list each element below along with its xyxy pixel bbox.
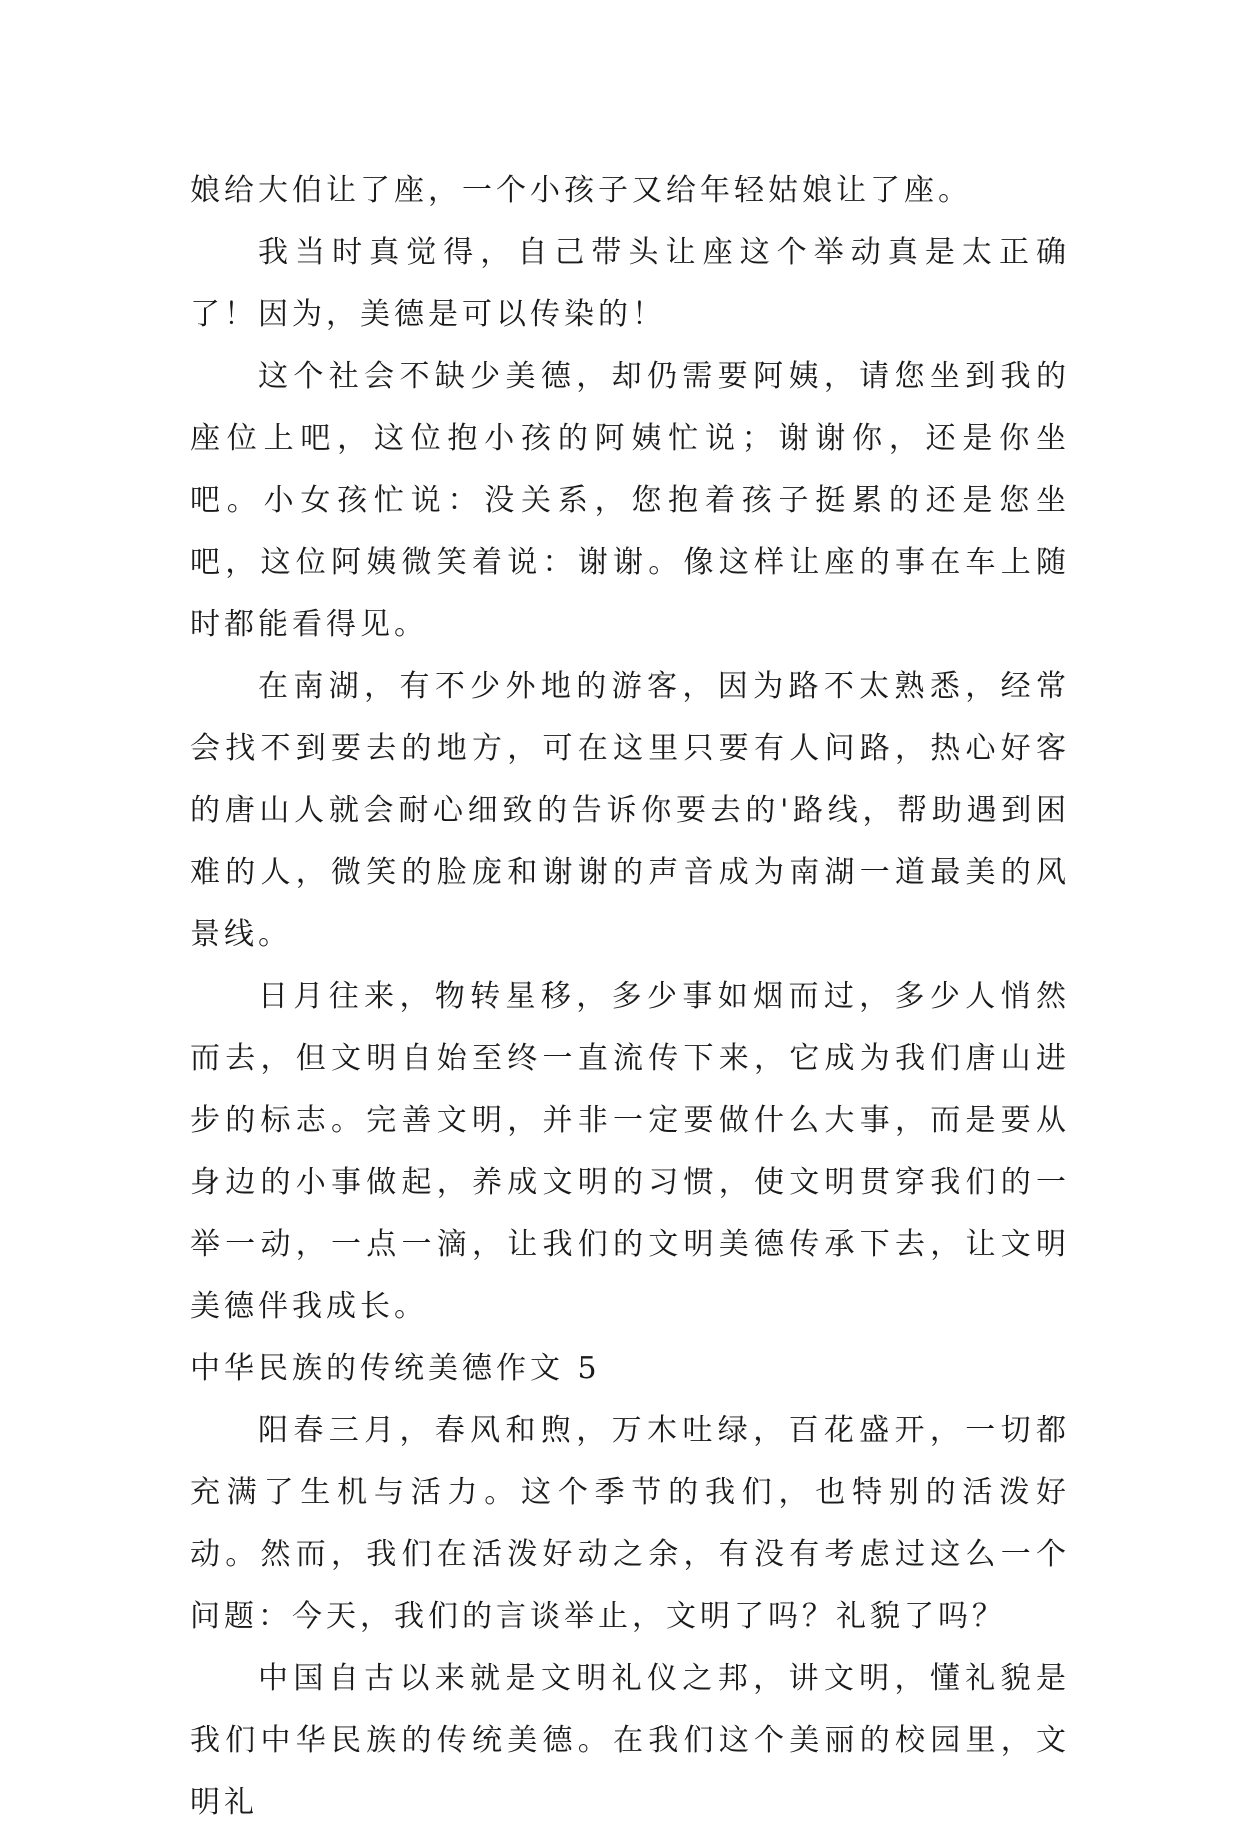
paragraph-1: 娘给大伯让了座，一个小孩子又给年轻姑娘让了座。 [190,173,972,208]
document-body [190,160,1070,1834]
paragraph-2: 我当时真觉得，自己带头让座这个举动真是太正确了！因为，美德是可以传染的！ [190,235,1070,332]
paragraph-3: 这个社会不缺少美德，却仍需要阿姨，请您坐到我的座位上吧，这位抱小孩的阿姨忙说；谢谢你，还是你坐吧。小女孩忙说：没关系，您抱着孩子挺累的还是您坐吧，这位阿姨微笑着说：谢谢。像这样让座的事在车上随时都能看得见。 [190,359,1070,642]
section-paragraph-2: 中国自古以来就是文明礼仪之邦，讲文明，懂礼貌是我们中华民族的传统美德。在我们这个美丽的校园里，文明礼 [190,1661,1070,1820]
section-heading: 中华民族的传统美德作文 5 [190,1351,601,1386]
paragraph-5: 日月往来，物转星移，多少事如烟而过，多少人悄然而去，但文明自始至终一直流传下来，它成为我们唐山进步的标志。完善文明，并非一定要做什么大事，而是要从身边的小事做起，养成文明的习惯，使文明贯穿我们的一举一动，一点一滴，让我们的文明美德传承下去，让文明美德伴我成长。 [190,979,1070,1324]
paragraph-4: 在南湖，有不少外地的游客，因为路不太熟悉，经常会找不到要去的地方，可在这里只要有人问路，热心好客的唐山人就会耐心细致的告诉你要去的'路线，帮助遇到困难的人，微笑的脸庞和谢谢的声音成为南湖一道最美的风景线。 [190,669,1070,952]
section-paragraph-1: 阳春三月，春风和煦，万木吐绿，百花盛开，一切都充满了生机与活力。这个季节的我们，也特别的活泼好动。然而，我们在活泼好动之余，有没有考虑过这么一个问题：今天，我们的言谈举止，文明了吗？礼貌了吗？ [190,1413,1070,1634]
